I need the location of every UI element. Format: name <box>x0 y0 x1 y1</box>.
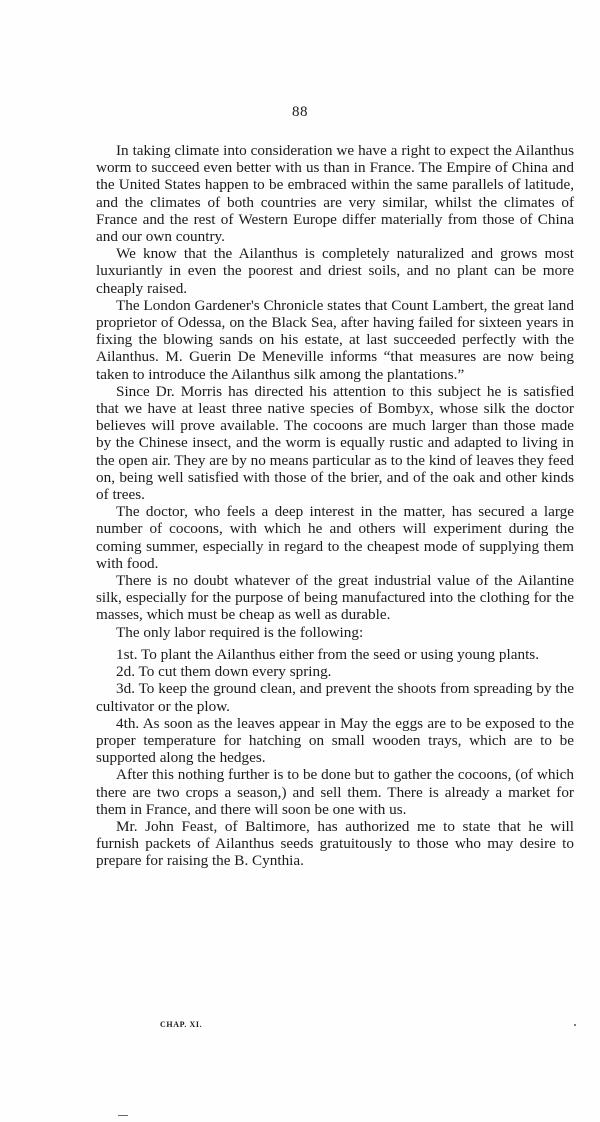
list-item-second: 2d. To cut them down every spring. <box>116 663 332 681</box>
paragraph-cocoons: The doctor, who feels a deep interest in the matter, has secured a large number of cocoons, with which he and others will experiment during the coming summer, especially in regard to the cheapest mode of supplying them with food. <box>96 503 574 572</box>
page-number: 88 <box>292 104 308 120</box>
paragraph-dr-morris: Since Dr. Morris has directed his attention to this subject he is satisfied that we have at least three native species of Bombyx, whose silk the doctor believes will prove available. The cocoons are much larger than those made by the Chinese insect, and the worm is equally rustic and adapted to living in the open air. They are by no means particular as to the kind of leaves they feed on, being well satisfied with those of the brier, and of the oak and other kinds of trees. <box>96 382 574 504</box>
paragraph-after-this: After this nothing further is to be done but to gather the cocoons, (of which there are two crops a season,) and sell them. There is already a market for them in France, and there will soon be one with us. <box>96 766 574 818</box>
paragraph-climate: In taking climate into consideration we have a right to expect the Ailanthus worm to succeed even better with us than in France. The Empire of China and the United States happen to be embraced within the same parallels of latitude, and the climates of both countries are very similar, whilst the climates of France and the rest of Western Europe differ materially from those of China and our own country. <box>96 142 574 246</box>
paragraph-naturalized: We know that the Ailanthus is completely naturalized and grows most luxuriantly in even the poorest and driest soils, and no plant can be more cheaply raised. <box>96 245 574 297</box>
list-item-third: 3d. To keep the ground clean, and prevent the shoots from spreading by the cultivator or the plow. <box>96 680 574 715</box>
catchword: CHAP. XI. <box>160 1020 203 1029</box>
body-text <box>96 142 574 870</box>
paragraph-john-feast: Mr. John Feast, of Baltimore, has authorized me to state that he will furnish packets of Ailanthus seeds gratuitously to those who may desire to prepare for raising the B. Cynthia. <box>96 817 574 870</box>
stray-mark <box>574 1024 576 1026</box>
list-item-first: 1st. To plant the Ailanthus either from the seed or using young plants. <box>116 645 540 663</box>
list-item-fourth: 4th. As soon as the leaves appear in May the eggs are to be exposed to the proper temperature for hatching on small wooden trays, which are to be supported along the hedges. <box>96 714 574 767</box>
paragraph-labor-intro: The only labor required is the following: <box>116 623 364 641</box>
paragraph-gardeners-chronicle: The London Gardener's Chronicle states that Count Lambert, the great land proprietor of Odessa, on the Black Sea, after having failed for sixteen years in fixing the blowing sands on his estate, at last succeeded perfectly with the Ailanthus. M. Guerin De Meneville informs “that measures are now being taken to introduce the Ailanthus silk among the plantations.” <box>96 296 574 383</box>
paragraph-industrial-value: There is no doubt whatever of the great industrial value of the Ailantine silk, especially for the purpose of being manufactured into the clothing for the masses, which must be cheap as well as durable. <box>96 572 574 624</box>
bottom-dash <box>118 1115 128 1116</box>
